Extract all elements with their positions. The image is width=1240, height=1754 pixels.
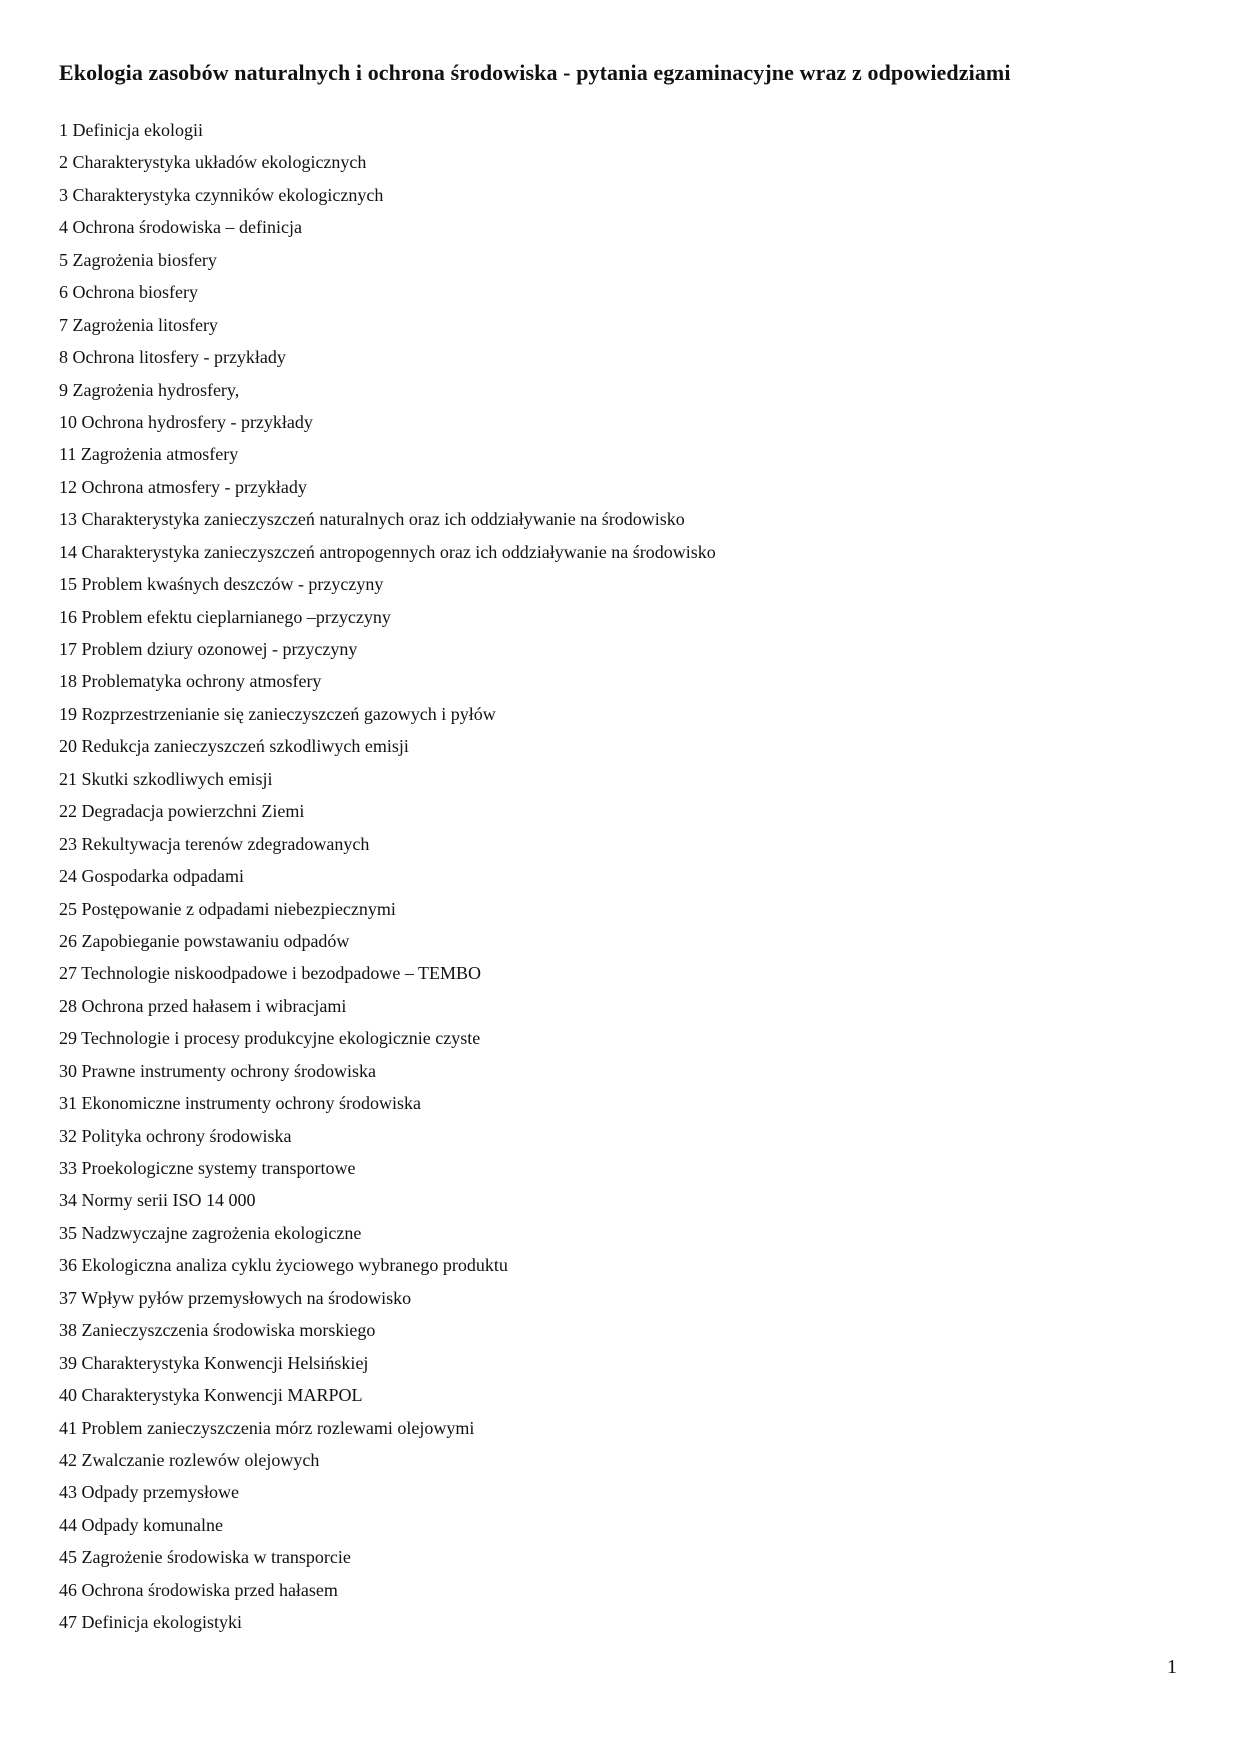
question-item: 17 Problem dziury ozonowej - przyczyny <box>59 639 358 659</box>
question-item: 47 Definicja ekologistyki <box>59 1612 242 1633</box>
question-item: 21 Skutki szkodliwych emisji <box>59 768 273 789</box>
question-item: 11 Zagrożenia atmosfery <box>59 444 239 465</box>
question-item: 33 Proekologiczne systemy transportowe <box>59 1158 356 1178</box>
question-item: 10 Ochrona hydrosfery - przykłady <box>59 411 313 432</box>
question-item: 12 Ochrona atmosfery - przykłady <box>59 476 307 497</box>
question-item: 30 Prawne instrumenty ochrony środowiska <box>59 1060 376 1081</box>
document-title: Ekologia zasobów naturalnych i ochrona środowiska - pytania egzaminacyjne wraz z odpowiedziami <box>59 60 1011 85</box>
question-list <box>59 114 716 1639</box>
question-item: 8 Ochrona litosfery - przykłady <box>59 347 286 368</box>
question-item: 45 Zagrożenie środowiska w transporcie <box>59 1547 351 1568</box>
question-item: 36 Ekologiczna analiza cyklu życiowego wybranego produktu <box>59 1255 508 1276</box>
question-item: 4 Ochrona środowiska – definicja <box>59 217 302 238</box>
question-item: 29 Technologie i procesy produkcyjne ekologicznie czyste <box>59 1028 481 1049</box>
question-item: 9 Zagrożenia hydrosfery, <box>59 379 240 400</box>
question-item: 7 Zagrożenia litosfery <box>59 314 218 335</box>
question-item: 15 Problem kwaśnych deszczów - przyczyny <box>59 574 384 595</box>
question-item: 3 Charakterystyka czynników ekologicznych <box>59 184 384 205</box>
question-item: 2 Charakterystyka układów ekologicznych <box>59 152 367 173</box>
question-item: 40 Charakterystyka Konwencji MARPOL <box>59 1385 363 1406</box>
question-item: 37 Wpływ pyłów przemysłowych na środowisko <box>59 1287 412 1308</box>
question-item: 28 Ochrona przed hałasem i wibracjami <box>59 995 347 1016</box>
question-item: 39 Charakterystyka Konwencji Helsińskiej <box>59 1352 369 1373</box>
question-item: 16 Problem efektu cieplarnianego –przyczyny <box>59 606 391 627</box>
page-number: 1 <box>1167 1656 1177 1678</box>
question-item: 44 Odpady komunalne <box>59 1514 223 1535</box>
question-item: 26 Zapobieganie powstawaniu odpadów <box>59 930 350 951</box>
question-item: 23 Rekultywacja terenów zdegradowanych <box>59 833 370 854</box>
question-item: 32 Polityka ochrony środowiska <box>59 1125 292 1146</box>
question-item: 1 Definicja ekologii <box>59 120 203 140</box>
question-item: 5 Zagrożenia biosfery <box>59 249 217 270</box>
question-item: 42 Zwalczanie rozlewów olejowych <box>59 1449 320 1470</box>
question-item: 27 Technologie niskoodpadowe i bezodpadowe – TEMBO <box>59 963 481 984</box>
question-item: 34 Normy serii ISO 14 000 <box>59 1190 256 1211</box>
question-item: 25 Postępowanie z odpadami niebezpiecznymi <box>59 898 396 919</box>
question-item: 13 Charakterystyka zanieczyszczeń naturalnych oraz ich oddziaływanie na środowisko <box>59 509 685 530</box>
question-item: 31 Ekonomiczne instrumenty ochrony środowiska <box>59 1093 421 1114</box>
question-item: 24 Gospodarka odpadami <box>59 866 244 887</box>
question-item: 20 Redukcja zanieczyszczeń szkodliwych emisji <box>59 736 409 757</box>
question-item: 35 Nadzwyczajne zagrożenia ekologiczne <box>59 1222 362 1243</box>
question-item: 38 Zanieczyszczenia środowiska morskiego <box>59 1320 376 1341</box>
question-item: 18 Problematyka ochrony atmosfery <box>59 671 322 692</box>
question-item: 46 Ochrona środowiska przed hałasem <box>59 1579 338 1600</box>
question-item: 14 Charakterystyka zanieczyszczeń antropogennych oraz ich oddziaływanie na środowisko <box>59 541 716 562</box>
question-item: 22 Degradacja powierzchni Ziemi <box>59 801 305 822</box>
question-item: 6 Ochrona biosfery <box>59 282 198 303</box>
question-item: 19 Rozprzestrzenianie się zanieczyszczeń gazowych i pyłów <box>59 703 496 724</box>
question-item: 41 Problem zanieczyszczenia mórz rozlewami olejowymi <box>59 1417 475 1438</box>
question-item: 43 Odpady przemysłowe <box>59 1482 239 1503</box>
